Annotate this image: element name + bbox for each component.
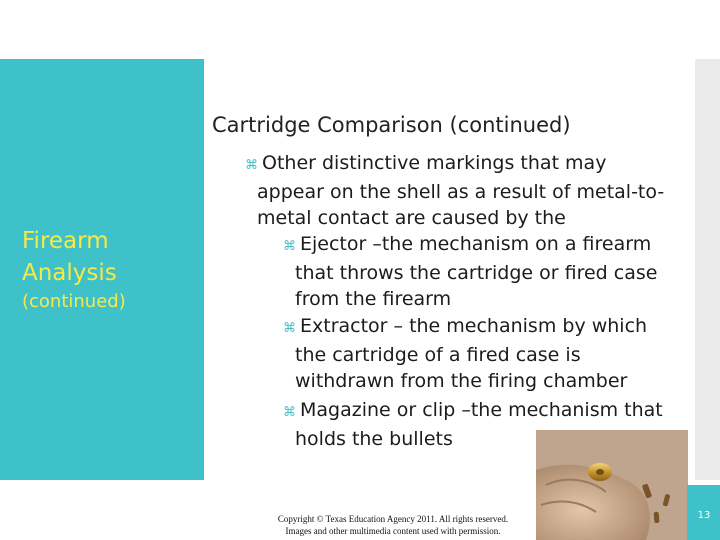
bullet-intro-line2: appear on the shell as a result of metal-to- [257,181,665,203]
bullet-extractor: ⌘ Extractor – the mechanism by which the cartridge of a fired case is withdrawn from the firing chamber [283,315,648,392]
copyright-line2: Images and other multimedia content used with permission. [285,526,501,536]
bullet-icon: ⌘ [283,321,296,336]
bullet-icon: ⌘ [245,158,258,173]
page-number: 13 [697,510,711,521]
right-decor-strip [695,59,720,480]
bullet-intro [245,150,664,231]
bullet-magazine: ⌘ Magazine or clip –the mechanism that holds the bullets [283,399,663,450]
copyright-line1: Copyright © Texas Education Agency 2011. All rights reserved. [277,514,509,524]
bullet-icon: ⌘ [283,239,296,254]
bullet-ejector: ⌘ Ejector –the mechanism on a firearm that throws the cartridge or fired case from the firearm [283,233,658,310]
section-subtitle: (continued) [22,291,126,312]
cartridge-photo-image [536,430,688,540]
slide-title: Cartridge Comparison (continued) [212,113,571,137]
bullet-icon: ⌘ [283,405,296,420]
section-title-text: Firearm Analysis [22,228,117,286]
bullet-intro-line3: metal contact are caused by the [257,207,566,229]
section-title [22,225,202,315]
bullet-intro-line1: ⌘ Other distinctive markings that may [245,152,607,174]
copyright-notice [258,513,528,537]
cartridge-photo [536,430,688,540]
